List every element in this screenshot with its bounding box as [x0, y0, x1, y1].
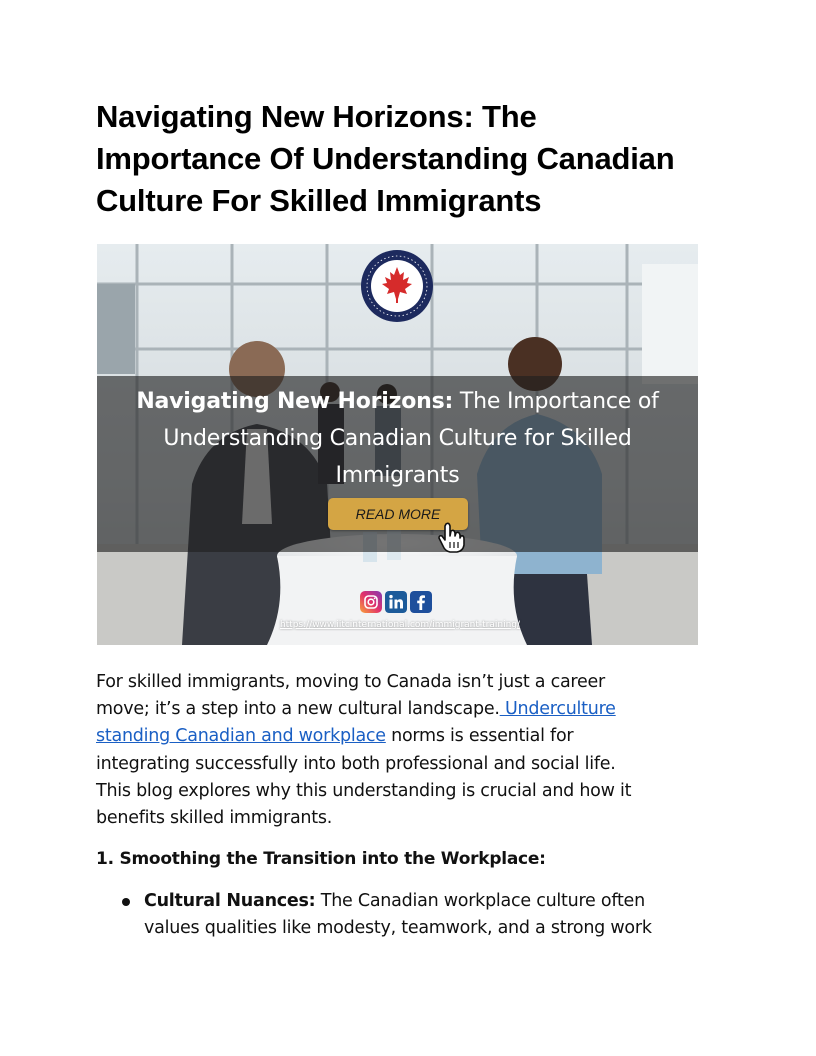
instagram-icon[interactable] [360, 591, 382, 613]
bullet-term: Cultural Nuances: [144, 891, 316, 911]
banner-heading-line: Immigrants [335, 463, 460, 488]
culture-link-continued[interactable]: standing Canadian and workplace [96, 726, 386, 747]
paragraph-line: This blog explores why this understanding is crucial and how it [96, 780, 632, 801]
facebook-icon[interactable] [410, 591, 432, 613]
paragraph-line [96, 723, 721, 750]
section-heading: 1. Smoothing the Transition into the Workplace: [96, 849, 546, 869]
paragraph-text: norms is essential for [385, 726, 574, 747]
bullet-text: The Canadian workplace culture often [315, 891, 645, 911]
blog-banner-image[interactable] [97, 244, 698, 645]
paragraph-line [96, 696, 721, 723]
paragraph-line: integrating successfully into both professional and social life. [96, 753, 616, 774]
paragraph-line: benefits skilled immigrants. [96, 808, 333, 829]
banner-heading-bold: Navigating New Horizons: [136, 389, 454, 414]
linkedin-icon[interactable] [385, 591, 407, 613]
page-title [96, 96, 736, 222]
social-icons-row [360, 591, 432, 613]
title-line: Importance Of Understanding Canadian [96, 141, 675, 176]
banner-heading-rest: The Importance of [453, 389, 659, 414]
bullet-line [144, 888, 721, 915]
intro-paragraph [96, 669, 721, 832]
bullet-dot-icon [122, 898, 130, 906]
list-item [96, 888, 721, 942]
read-more-button[interactable]: READ MORE [328, 498, 468, 530]
bullet-line: values qualities like modesty, teamwork, and a strong work [144, 918, 652, 939]
title-line: Navigating New Horizons: The [96, 99, 537, 134]
title-line: Culture For Skilled Immigrants [96, 183, 542, 218]
culture-link[interactable]: Underculture [499, 699, 616, 720]
canadian-career-institute-logo [360, 249, 434, 323]
hand-cursor-icon [436, 520, 470, 554]
paragraph-text: move; it’s a step into a new cultural landscape. [96, 699, 500, 720]
banner-heading [105, 383, 690, 494]
paragraph-line: For skilled immigrants, moving to Canada isn’t just a career [96, 672, 605, 692]
bullet-list [96, 888, 721, 942]
banner-url-link[interactable]: https://www.iitcinternational.com/immigrant-training/ [279, 620, 521, 630]
banner-heading-line: Understanding Canadian Culture for Skilled [163, 426, 632, 451]
